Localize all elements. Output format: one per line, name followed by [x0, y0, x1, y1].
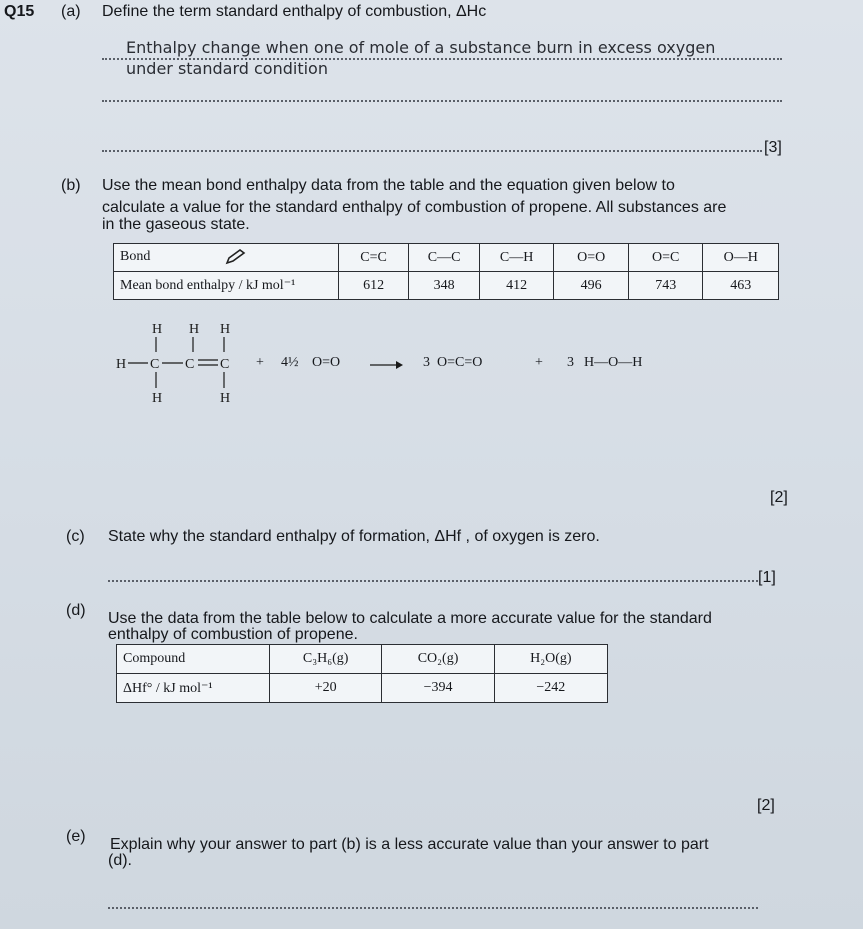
part-b-line3: in the gaseous state.	[102, 216, 250, 233]
table-row-label: ΔHf° / kJ mol⁻¹	[117, 674, 270, 703]
part-b-line1: Use the mean bond enthalpy data from the table and the equation given below to	[102, 177, 675, 194]
table-header: O=O	[554, 244, 629, 272]
part-d-line1: Use the data from the table below to calculate a more accurate value for the standard	[108, 610, 712, 627]
table-header: C—H	[479, 244, 553, 272]
answer-line	[108, 907, 758, 909]
table-row-label: Mean bond enthalpy / kJ mol⁻¹	[114, 272, 339, 300]
table-cell: 463	[703, 272, 779, 300]
answer-line	[108, 580, 758, 582]
answer-line	[102, 100, 782, 102]
table-header: C—C	[409, 244, 480, 272]
part-a-label: (a)	[61, 3, 81, 20]
propene-structure	[112, 316, 242, 408]
h2o-formula: H—O—H	[584, 355, 643, 370]
table-cell: 612	[338, 272, 409, 300]
part-b-label: (b)	[61, 177, 81, 194]
svg-text:H: H	[220, 391, 231, 406]
pencil-icon	[224, 249, 246, 265]
reaction-arrow-icon	[370, 360, 404, 370]
marks-c: [1]	[758, 569, 776, 586]
enthalpy-formation-table	[116, 644, 608, 703]
table-header: Compound	[117, 645, 270, 674]
table-cell: +20	[269, 674, 381, 703]
o2-coefficient: 4½	[281, 355, 299, 370]
svg-text:H: H	[189, 322, 200, 337]
part-a-answer-line1: Enthalpy change when one of mole of a substance burn in excess oxygen	[126, 38, 716, 57]
question-number: Q15	[4, 3, 35, 20]
table-header: Bond	[114, 244, 339, 272]
co2-coefficient: 3	[423, 355, 430, 370]
part-e-line2: (d).	[108, 852, 132, 869]
answer-line	[102, 150, 762, 152]
table-cell: −394	[382, 674, 494, 703]
part-e-label: (e)	[66, 828, 86, 845]
svg-text:H: H	[152, 391, 163, 406]
part-d-label: (d)	[66, 602, 86, 619]
table-header: C=C	[338, 244, 409, 272]
part-e-line1: Explain why your answer to part (b) is a less accurate value than your answer to part	[110, 836, 709, 853]
part-b-line2: calculate a value for the standard enthalpy of combustion of propene. All substances are	[102, 199, 727, 216]
table-cell: −242	[494, 674, 607, 703]
svg-text:H: H	[152, 322, 163, 337]
table-header: C₃H₆(g)	[269, 645, 381, 674]
plus-sign: +	[256, 355, 264, 370]
table-header: O=C	[628, 244, 703, 272]
table-cell: 412	[479, 272, 553, 300]
table-header: O—H	[703, 244, 779, 272]
marks-b: [2]	[770, 489, 788, 506]
table-cell: 348	[409, 272, 480, 300]
table-cell: 496	[554, 272, 629, 300]
h2o-coefficient: 3	[567, 355, 574, 370]
part-c-label: (c)	[66, 528, 85, 545]
svg-text:C: C	[185, 357, 195, 372]
part-c-question: State why the standard enthalpy of formation, ΔHf , of oxygen is zero.	[108, 528, 600, 545]
part-d-line2: enthalpy of combustion of propene.	[108, 626, 358, 643]
table-header: H₂O(g)	[494, 645, 607, 674]
table-header: CO₂(g)	[382, 645, 494, 674]
plus-sign: +	[535, 355, 543, 370]
co2-formula: O=C=O	[437, 355, 483, 370]
svg-text:C: C	[150, 357, 160, 372]
marks-a: [3]	[764, 139, 782, 156]
svg-text:H: H	[220, 322, 231, 337]
svg-text:H: H	[116, 357, 127, 372]
part-a-question: Define the term standard enthalpy of combustion, ΔHc	[102, 3, 487, 20]
svg-text:C: C	[220, 357, 230, 372]
marks-d: [2]	[757, 797, 775, 814]
o2-formula: O=O	[312, 355, 341, 370]
answer-line	[102, 58, 782, 60]
part-a-answer-line2: under standard condition	[126, 59, 328, 78]
table-cell: 743	[628, 272, 703, 300]
bond-enthalpy-table	[113, 243, 779, 300]
